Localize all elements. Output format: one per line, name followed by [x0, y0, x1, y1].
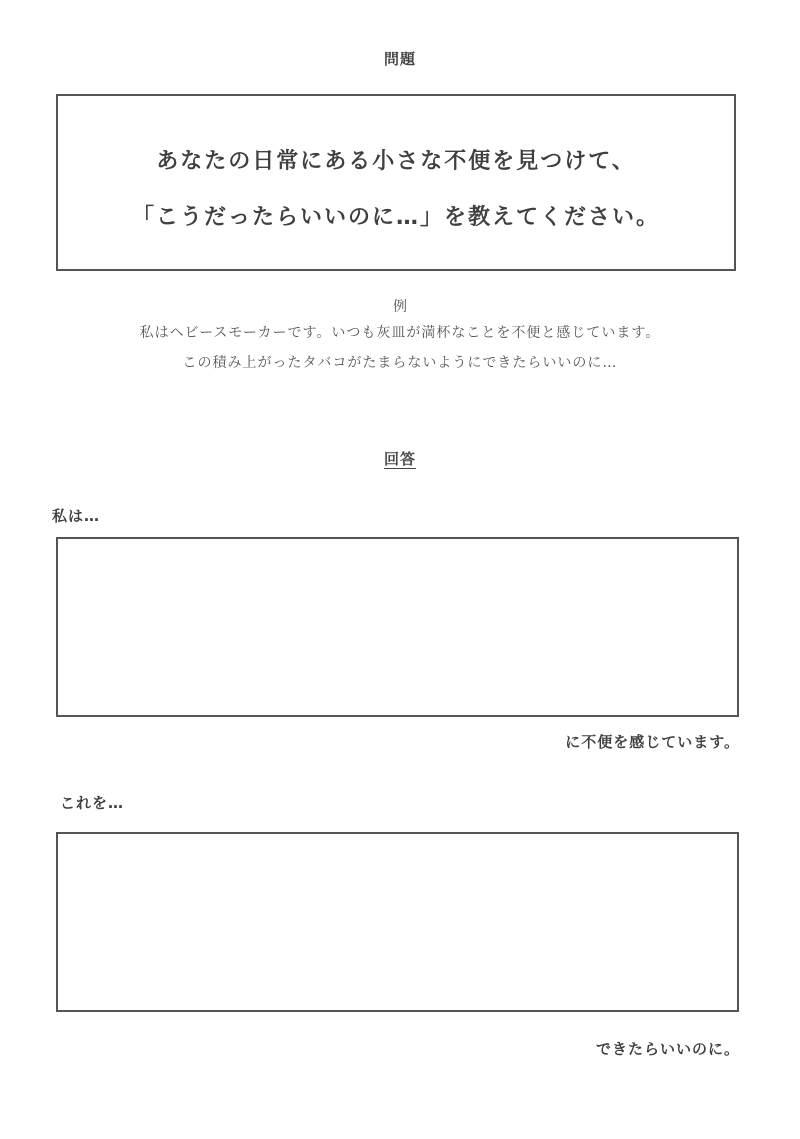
answer-heading: 回答	[383, 450, 416, 468]
question-box	[56, 94, 736, 271]
answer-2-input[interactable]	[56, 832, 739, 1012]
example-text-line: 私はヘビースモーカーです。いつも灰皿が満杯なことを不便と感じています。	[139, 325, 661, 341]
example-label: 例	[393, 299, 407, 315]
problem-heading: 問題	[383, 50, 416, 68]
answer-2-prefix-label: これを…	[60, 794, 125, 812]
question-line: あなたの日常にある小さな不便を見つけて、	[156, 149, 636, 174]
answer-1-suffix-label: に不便を感じています。	[565, 733, 740, 751]
example-text-line: この積み上がったタバコがたまらないようにできたらいいのに…	[182, 355, 618, 371]
answer-1-prefix-label: 私は…	[52, 507, 101, 525]
question-line: 「こうだったらいいのに…」を教えてください。	[131, 205, 660, 230]
answer-2-suffix-label: できたらいいのに。	[595, 1040, 740, 1058]
answer-1-input[interactable]	[56, 537, 739, 717]
